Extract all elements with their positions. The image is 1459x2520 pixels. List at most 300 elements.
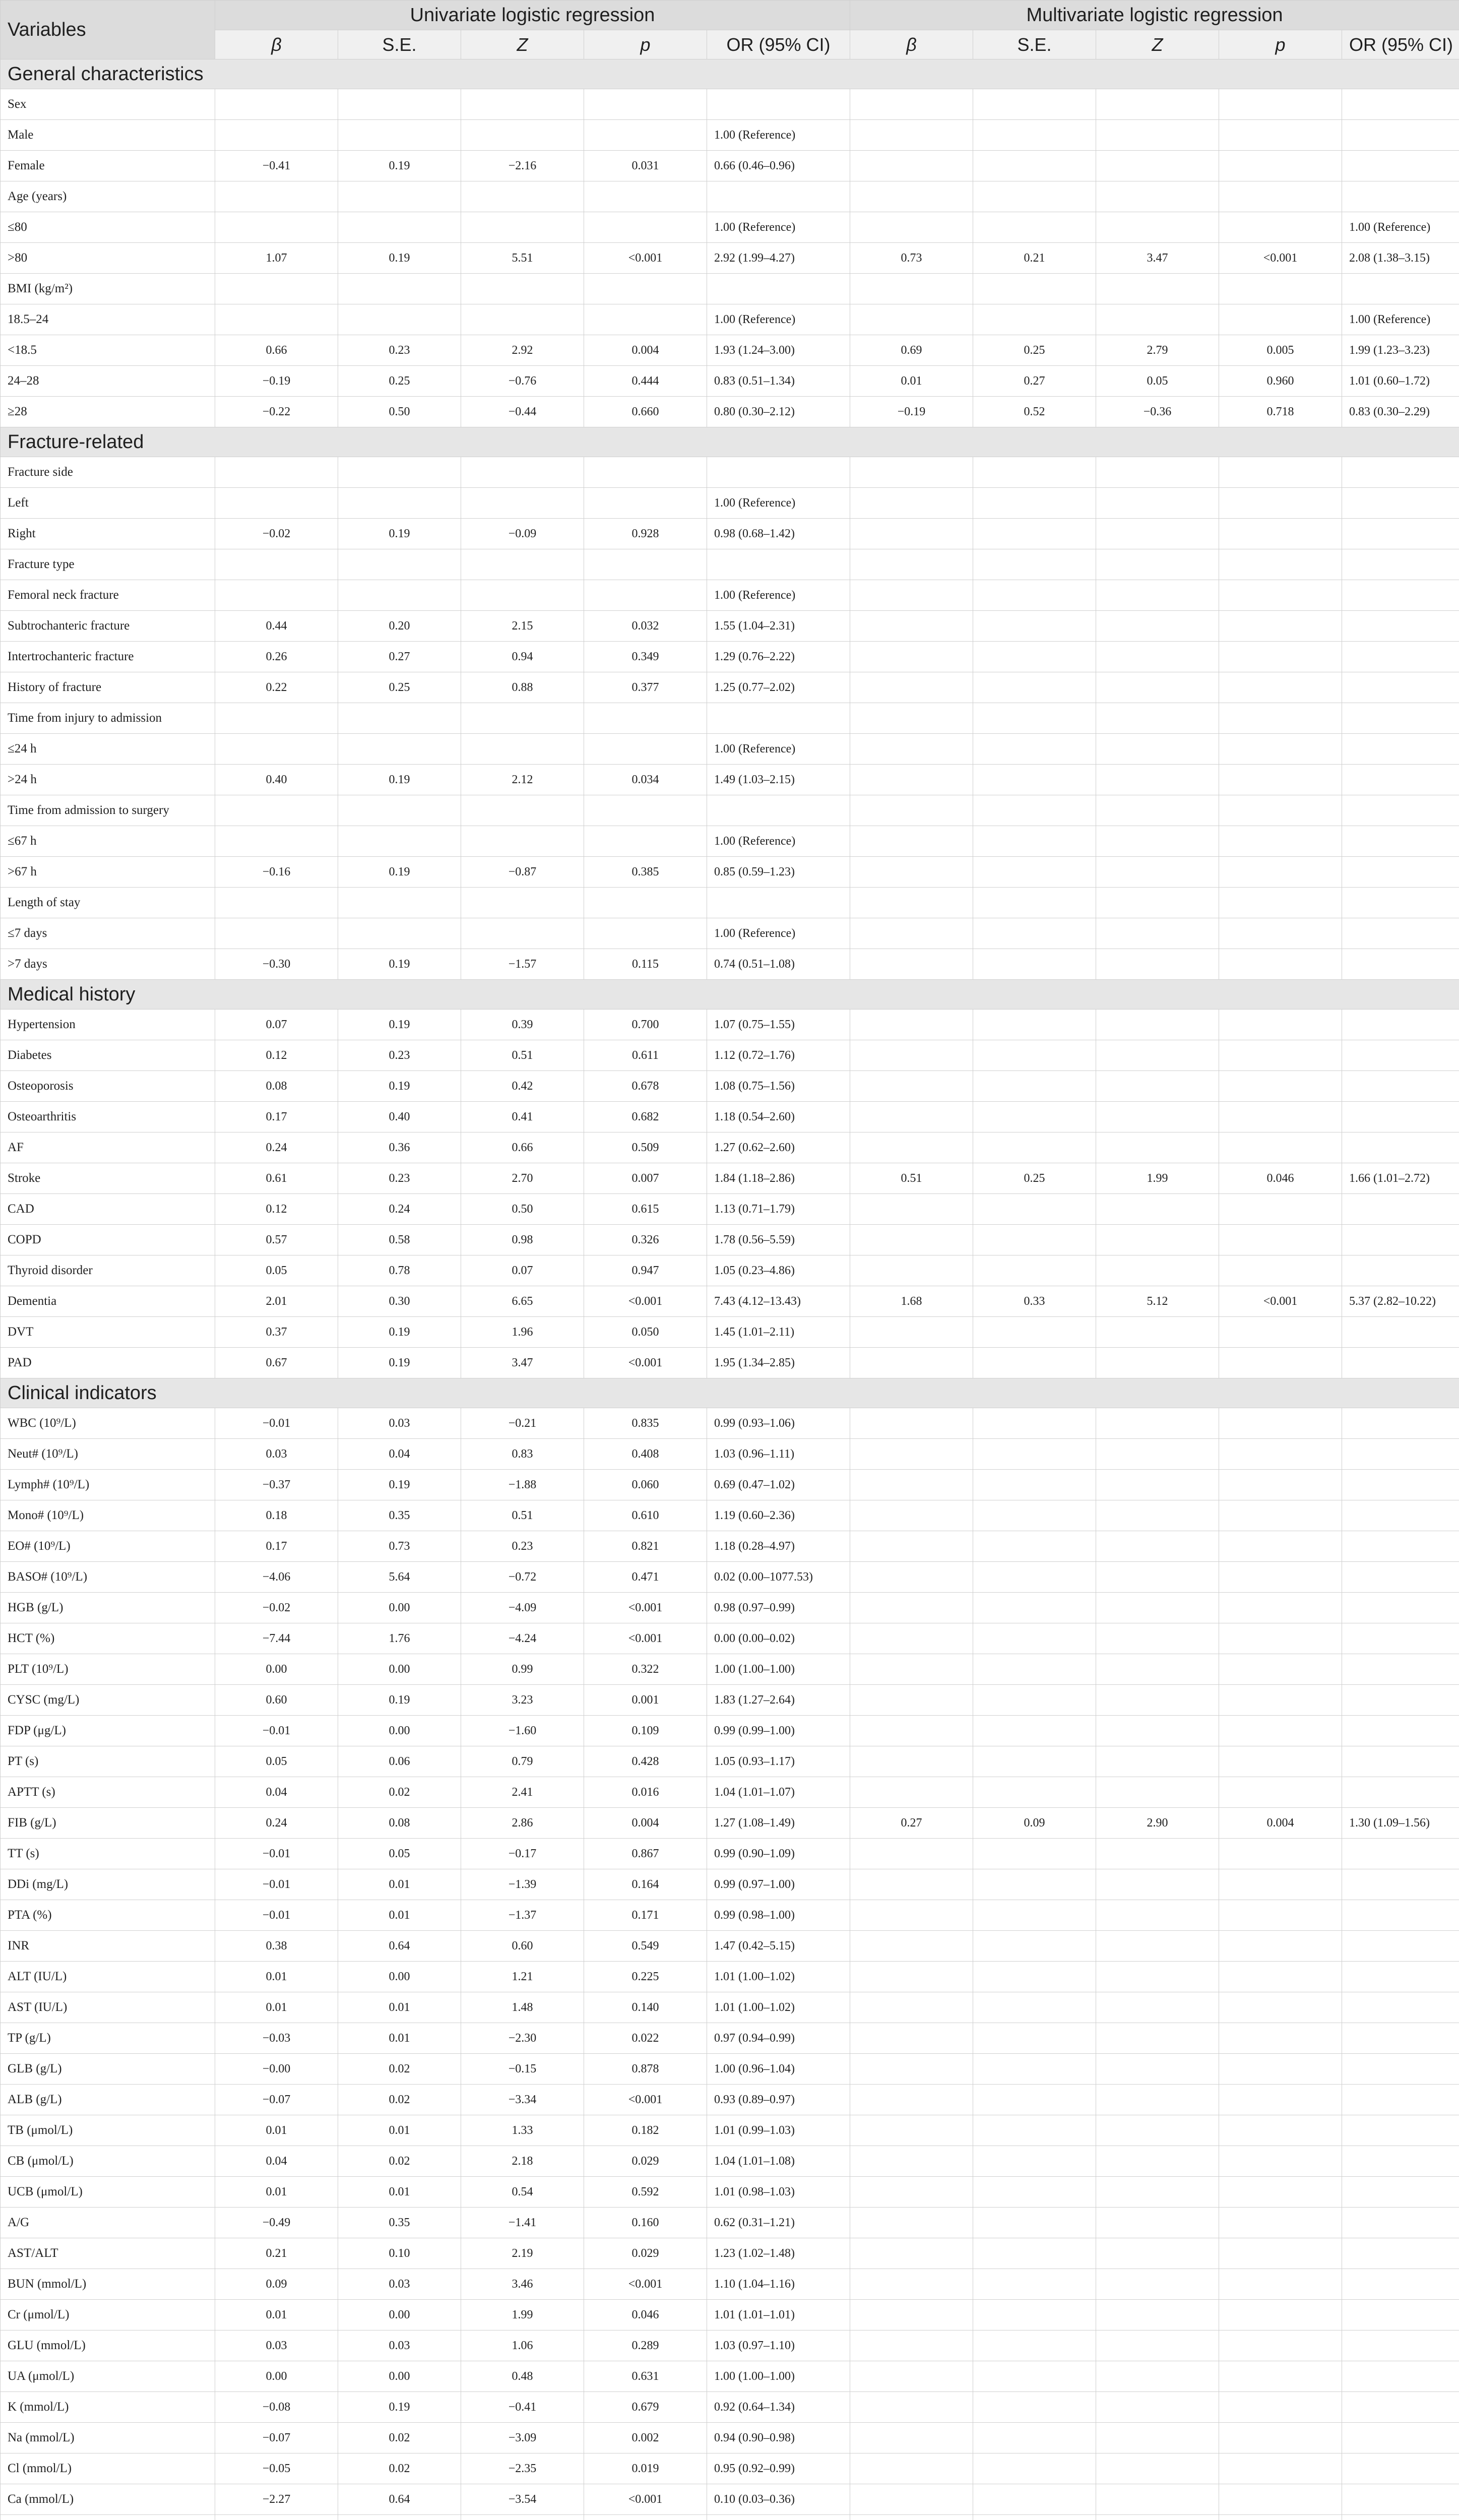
multivariate-or-cell <box>1342 2484 1459 2515</box>
univariate-p-cell: 0.700 <box>584 1010 707 1040</box>
multivariate-p-cell: 0.005 <box>1219 335 1342 366</box>
univariate-se-cell: 0.19 <box>338 1071 461 1102</box>
multivariate-p-cell <box>1219 120 1342 151</box>
multivariate-se-cell <box>973 181 1096 212</box>
univariate-p-cell: 0.182 <box>584 2115 707 2146</box>
multivariate-se-cell <box>973 1992 1096 2023</box>
univariate-beta-cell: 0.07 <box>215 1010 338 1040</box>
univariate-beta-cell: 0.60 <box>215 1685 338 1716</box>
multivariate-beta-cell <box>850 2453 973 2484</box>
univariate-p-cell: 0.660 <box>584 397 707 427</box>
univariate-beta-cell: 0.17 <box>215 1531 338 1562</box>
univariate-beta-cell <box>215 488 338 519</box>
univariate-beta-cell <box>215 826 338 857</box>
multivariate-or-cell <box>1342 120 1459 151</box>
multivariate-or-cell <box>1342 488 1459 519</box>
multivariate-p-cell <box>1219 1102 1342 1132</box>
multivariate-p-cell <box>1219 1839 1342 1869</box>
multivariate-beta-cell: 1.68 <box>850 1286 973 1317</box>
multivariate-or-cell: 1.01 (0.60–1.72) <box>1342 366 1459 397</box>
multivariate-beta-cell <box>850 1102 973 1132</box>
univariate-or-cell: 1.23 (1.02–1.48) <box>707 2238 850 2269</box>
table-row <box>1 243 1459 274</box>
multivariate-z-cell <box>1096 1839 1219 1869</box>
table-row <box>1 2208 1459 2238</box>
univariate-p-cell: 0.050 <box>584 1317 707 1348</box>
multivariate-se-cell: 0.25 <box>973 335 1096 366</box>
section-label: Medical history <box>1 980 1459 1010</box>
multivariate-beta-cell <box>850 1255 973 1286</box>
multivariate-z-cell <box>1096 795 1219 826</box>
multivariate-z-cell <box>1096 151 1219 181</box>
multivariate-or-cell <box>1342 1010 1459 1040</box>
univariate-z-cell: 6.65 <box>461 1286 584 1317</box>
univariate-se-cell <box>338 304 461 335</box>
univariate-or-cell <box>707 181 850 212</box>
multivariate-or-cell <box>1342 1225 1459 1255</box>
table-row <box>1 397 1459 427</box>
univariate-p-cell: 0.029 <box>584 2238 707 2269</box>
table-row <box>1 1317 1459 1348</box>
univariate-beta-cell: −0.41 <box>215 151 338 181</box>
univariate-p-cell <box>584 703 707 734</box>
multivariate-z-cell <box>1096 1132 1219 1163</box>
multivariate-se-cell: 0.27 <box>973 366 1096 397</box>
table-row <box>1 1623 1459 1654</box>
multivariate-p-cell <box>1219 2392 1342 2423</box>
univariate-z-cell: 0.39 <box>461 1010 584 1040</box>
multivariate-or-cell <box>1342 1500 1459 1531</box>
univariate-se-cell <box>338 734 461 765</box>
univariate-beta-cell: 0.04 <box>215 1777 338 1808</box>
table-row <box>1 672 1459 703</box>
multivariate-or-cell: 2.08 (1.38–3.15) <box>1342 243 1459 274</box>
multivariate-beta-cell <box>850 1071 973 1102</box>
variable-label: Neut# (10⁹/L) <box>1 1439 215 1470</box>
variables-header: Variables <box>1 1 215 59</box>
variable-label: 18.5–24 <box>1 304 215 335</box>
univariate-z-cell: 3.23 <box>461 1685 584 1716</box>
univariate-se-cell: 0.00 <box>338 1716 461 1746</box>
univariate-se-cell: 0.01 <box>338 1900 461 1931</box>
univariate-or-cell: 0.98 (0.97–0.99) <box>707 1593 850 1623</box>
univariate-p-cell <box>584 89 707 120</box>
univariate-z-cell <box>461 120 584 151</box>
univariate-z-cell <box>461 826 584 857</box>
univariate-z-cell: 1.06 <box>461 2330 584 2361</box>
multivariate-or-cell <box>1342 1317 1459 1348</box>
multivariate-or-cell: 1.99 (1.23–3.23) <box>1342 335 1459 366</box>
univariate-or-cell: 1.01 (0.98–1.03) <box>707 2177 850 2208</box>
table-row <box>1 1500 1459 1531</box>
univariate-or-cell <box>707 2515 850 2520</box>
multivariate-or-cell <box>1342 1102 1459 1132</box>
univariate-or-cell: 1.18 (0.28–4.97) <box>707 1531 850 1562</box>
univariate-beta-cell: 0.38 <box>215 1931 338 1962</box>
multivariate-p-cell <box>1219 1593 1342 1623</box>
univariate-z-cell: −0.76 <box>461 366 584 397</box>
multivariate-p-cell <box>1219 1470 1342 1500</box>
univariate-se-cell: 0.02 <box>338 2146 461 2177</box>
variable-label: ALB (g/L) <box>1 2085 215 2115</box>
univariate-p-cell <box>584 549 707 580</box>
univariate-z-cell: −2.35 <box>461 2453 584 2484</box>
multivariate-se-cell <box>973 1194 1096 1225</box>
variable-label: Thyroid disorder <box>1 1255 215 1286</box>
univariate-se-cell: 0.04 <box>338 1439 461 1470</box>
univariate-z-cell <box>461 549 584 580</box>
multivariate-beta-cell <box>850 1132 973 1163</box>
variable-label: Time from admission to surgery <box>1 795 215 826</box>
col-header-z: Z <box>1096 30 1219 59</box>
multivariate-or-cell <box>1342 549 1459 580</box>
variable-label: APTT (s) <box>1 1777 215 1808</box>
multivariate-se-cell <box>973 888 1096 918</box>
multivariate-p-cell <box>1219 2054 1342 2085</box>
multivariate-z-cell <box>1096 1040 1219 1071</box>
table-row <box>1 1255 1459 1286</box>
univariate-beta-cell: 0.00 <box>215 2361 338 2392</box>
section-label: Clinical indicators <box>1 1378 1459 1408</box>
univariate-beta-cell: −0.01 <box>215 1716 338 1746</box>
multivariate-or-cell <box>1342 580 1459 611</box>
univariate-se-cell <box>338 457 461 488</box>
univariate-beta-cell <box>215 304 338 335</box>
multivariate-or-cell <box>1342 1470 1459 1500</box>
multivariate-or-cell <box>1342 642 1459 672</box>
univariate-se-cell: 0.25 <box>338 366 461 397</box>
table-row <box>1 519 1459 549</box>
multivariate-beta-cell <box>850 2423 973 2453</box>
multivariate-or-cell <box>1342 2330 1459 2361</box>
multivariate-p-cell <box>1219 1010 1342 1040</box>
multivariate-p-cell <box>1219 1992 1342 2023</box>
variable-label: ≥28 <box>1 397 215 427</box>
variable-label: Time from injury to admission <box>1 703 215 734</box>
multivariate-beta-cell <box>850 1408 973 1439</box>
univariate-se-cell: 0.27 <box>338 642 461 672</box>
univariate-beta-cell <box>215 580 338 611</box>
variable-label: K (mmol/L) <box>1 2392 215 2423</box>
univariate-p-cell: 0.592 <box>584 2177 707 2208</box>
univariate-p-cell: 0.322 <box>584 1654 707 1685</box>
variable-label: CYSC (mg/L) <box>1 1685 215 1716</box>
col-header-beta: β <box>215 30 338 59</box>
univariate-or-cell: 0.10 (0.03–0.36) <box>707 2484 850 2515</box>
variable-label: Length of stay <box>1 888 215 918</box>
univariate-se-cell <box>338 120 461 151</box>
multivariate-or-cell <box>1342 2177 1459 2208</box>
univariate-z-cell: 0.41 <box>461 1102 584 1132</box>
univariate-beta-cell: 0.57 <box>215 1225 338 1255</box>
univariate-p-cell: 0.171 <box>584 1900 707 1931</box>
multivariate-beta-cell <box>850 1839 973 1869</box>
multivariate-p-cell <box>1219 2453 1342 2484</box>
multivariate-se-cell <box>973 734 1096 765</box>
multivariate-p-cell <box>1219 2484 1342 2515</box>
multivariate-beta-cell <box>850 1010 973 1040</box>
multivariate-se-cell <box>973 1869 1096 1900</box>
variable-label: HGB (g/L) <box>1 1593 215 1623</box>
univariate-z-cell: −0.87 <box>461 857 584 888</box>
univariate-or-cell: 1.00 (0.96–1.04) <box>707 2054 850 2085</box>
multivariate-or-cell <box>1342 1439 1459 1470</box>
multivariate-se-cell <box>973 795 1096 826</box>
multivariate-or-cell <box>1342 1839 1459 1869</box>
multivariate-beta-cell <box>850 2177 973 2208</box>
variable-label: Left <box>1 488 215 519</box>
table-row <box>1 2023 1459 2054</box>
multivariate-z-cell <box>1096 888 1219 918</box>
multivariate-p-cell <box>1219 1132 1342 1163</box>
multivariate-z-cell <box>1096 1593 1219 1623</box>
multivariate-p-cell: <0.001 <box>1219 243 1342 274</box>
univariate-z-cell <box>461 304 584 335</box>
multivariate-z-cell <box>1096 2023 1219 2054</box>
univariate-p-cell: 0.034 <box>584 765 707 795</box>
table-row <box>1 1408 1459 1439</box>
multivariate-z-cell <box>1096 1255 1219 1286</box>
univariate-or-cell: 1.01 (1.01–1.01) <box>707 2300 850 2330</box>
multivariate-se-cell <box>973 765 1096 795</box>
univariate-beta-cell <box>215 734 338 765</box>
multivariate-or-cell <box>1342 918 1459 949</box>
category-row <box>1 89 1459 120</box>
multivariate-p-cell <box>1219 765 1342 795</box>
variable-label: ALT (IU/L) <box>1 1962 215 1992</box>
multivariate-or-cell <box>1342 2115 1459 2146</box>
variable-label: Sex <box>1 89 215 120</box>
multivariate-p-cell <box>1219 1962 1342 1992</box>
multivariate-z-cell <box>1096 918 1219 949</box>
univariate-beta-cell: −7.44 <box>215 1623 338 1654</box>
univariate-p-cell: 0.679 <box>584 2392 707 2423</box>
multivariate-beta-cell <box>850 2361 973 2392</box>
univariate-or-cell: 7.43 (4.12–13.43) <box>707 1286 850 1317</box>
multivariate-beta-cell <box>850 734 973 765</box>
multivariate-or-cell: 1.66 (1.01–2.72) <box>1342 1163 1459 1194</box>
univariate-p-cell: <0.001 <box>584 2085 707 2115</box>
multivariate-beta-cell <box>850 2085 973 2115</box>
univariate-z-cell: −0.41 <box>461 2392 584 2423</box>
multivariate-z-cell <box>1096 672 1219 703</box>
variable-label: Diabetes <box>1 1040 215 1071</box>
section-label: General characteristics <box>1 59 1459 89</box>
univariate-se-cell: 0.01 <box>338 2177 461 2208</box>
multivariate-beta-cell <box>850 120 973 151</box>
table-row <box>1 2330 1459 2361</box>
variable-label: PLT (10⁹/L) <box>1 1654 215 1685</box>
univariate-beta-cell: −0.19 <box>215 366 338 397</box>
table-row <box>1 1869 1459 1900</box>
univariate-z-cell: 1.96 <box>461 1317 584 1348</box>
univariate-or-cell: 0.74 (0.51–1.08) <box>707 949 850 980</box>
multivariate-z-cell <box>1096 1194 1219 1225</box>
multivariate-or-cell <box>1342 2361 1459 2392</box>
univariate-beta-cell <box>215 2515 338 2520</box>
multivariate-beta-cell <box>850 2515 973 2520</box>
multivariate-p-cell <box>1219 795 1342 826</box>
univariate-or-cell: 0.93 (0.89–0.97) <box>707 2085 850 2115</box>
multivariate-se-cell <box>973 1102 1096 1132</box>
univariate-or-cell: 0.80 (0.30–2.12) <box>707 397 850 427</box>
univariate-p-cell <box>584 2515 707 2520</box>
univariate-or-cell: 1.01 (1.00–1.02) <box>707 1992 850 2023</box>
multivariate-p-cell <box>1219 2177 1342 2208</box>
multivariate-or-cell <box>1342 1531 1459 1562</box>
table-row <box>1 2484 1459 2515</box>
univariate-z-cell <box>461 89 584 120</box>
multivariate-beta-cell <box>850 1225 973 1255</box>
multivariate-beta-cell <box>850 1654 973 1685</box>
univariate-or-cell: 1.19 (0.60–2.36) <box>707 1500 850 1531</box>
variable-label: Intertrochanteric fracture <box>1 642 215 672</box>
univariate-or-cell: 0.02 (0.00–1077.53) <box>707 1562 850 1593</box>
multivariate-p-cell <box>1219 89 1342 120</box>
multivariate-p-cell <box>1219 2146 1342 2177</box>
multivariate-beta-cell <box>850 1746 973 1777</box>
multivariate-or-cell <box>1342 795 1459 826</box>
multivariate-or-cell: 5.37 (2.82–10.22) <box>1342 1286 1459 1317</box>
univariate-se-cell: 0.06 <box>338 1746 461 1777</box>
multivariate-beta-cell <box>850 1962 973 1992</box>
variable-label: >67 h <box>1 857 215 888</box>
univariate-z-cell: 2.12 <box>461 765 584 795</box>
univariate-p-cell: 0.928 <box>584 519 707 549</box>
univariate-p-cell: 0.160 <box>584 2208 707 2238</box>
univariate-beta-cell: 0.44 <box>215 611 338 642</box>
multivariate-se-cell <box>973 2269 1096 2300</box>
univariate-se-cell: 0.19 <box>338 857 461 888</box>
table-row <box>1 1931 1459 1962</box>
multivariate-beta-cell <box>850 1040 973 1071</box>
variable-label: BUN (mmol/L) <box>1 2269 215 2300</box>
multivariate-z-cell <box>1096 1439 1219 1470</box>
multivariate-z-cell <box>1096 1992 1219 2023</box>
multivariate-se-cell <box>973 672 1096 703</box>
univariate-se-cell: 0.23 <box>338 1040 461 1071</box>
univariate-beta-cell <box>215 274 338 304</box>
univariate-p-cell: 0.947 <box>584 1255 707 1286</box>
variable-label: ≤7 days <box>1 918 215 949</box>
multivariate-z-cell <box>1096 1685 1219 1716</box>
univariate-se-cell: 0.36 <box>338 1132 461 1163</box>
multivariate-or-cell <box>1342 949 1459 980</box>
univariate-p-cell: 0.408 <box>584 1439 707 1470</box>
multivariate-se-cell <box>973 1255 1096 1286</box>
multivariate-p-cell <box>1219 2115 1342 2146</box>
table-row <box>1 212 1459 243</box>
univariate-se-cell: 0.35 <box>338 1500 461 1531</box>
univariate-se-cell: 0.30 <box>338 1286 461 1317</box>
multivariate-se-cell <box>973 1470 1096 1500</box>
multivariate-z-cell <box>1096 120 1219 151</box>
univariate-z-cell: 5.51 <box>461 243 584 274</box>
univariate-z-cell: 0.51 <box>461 1040 584 1071</box>
univariate-se-cell: 0.19 <box>338 949 461 980</box>
multivariate-se-cell <box>973 857 1096 888</box>
univariate-z-cell: −3.54 <box>461 2484 584 2515</box>
univariate-or-cell: 1.10 (1.04–1.16) <box>707 2269 850 2300</box>
multivariate-se-cell <box>973 1931 1096 1962</box>
multivariate-beta-cell <box>850 2054 973 2085</box>
variable-label: EO# (10⁹/L) <box>1 1531 215 1562</box>
variable-label: 24–28 <box>1 366 215 397</box>
multivariate-beta-cell <box>850 642 973 672</box>
multivariate-beta-cell <box>850 1900 973 1931</box>
univariate-p-cell: 0.385 <box>584 857 707 888</box>
multivariate-beta-cell <box>850 703 973 734</box>
univariate-z-cell <box>461 181 584 212</box>
table-row <box>1 2085 1459 2115</box>
univariate-or-cell: 1.18 (0.54–2.60) <box>707 1102 850 1132</box>
multivariate-or-cell <box>1342 2054 1459 2085</box>
univariate-beta-cell: 0.05 <box>215 1746 338 1777</box>
multivariate-z-cell <box>1096 1931 1219 1962</box>
multivariate-or-cell <box>1342 2269 1459 2300</box>
multivariate-z-cell <box>1096 1010 1219 1040</box>
multivariate-z-cell: 1.99 <box>1096 1163 1219 1194</box>
univariate-or-cell: 1.01 (0.99–1.03) <box>707 2115 850 2146</box>
multivariate-se-cell <box>973 2146 1096 2177</box>
univariate-se-cell: 0.05 <box>338 1839 461 1869</box>
univariate-or-cell: 1.49 (1.03–2.15) <box>707 765 850 795</box>
variable-label: Osteoporosis <box>1 1071 215 1102</box>
multivariate-se-cell <box>973 1593 1096 1623</box>
univariate-se-cell: 0.03 <box>338 2269 461 2300</box>
univariate-p-cell: 0.031 <box>584 151 707 181</box>
univariate-or-cell: 1.00 (Reference) <box>707 212 850 243</box>
multivariate-p-cell <box>1219 304 1342 335</box>
univariate-or-cell: 0.95 (0.92–0.99) <box>707 2453 850 2484</box>
univariate-se-cell <box>338 826 461 857</box>
multivariate-beta-cell <box>850 611 973 642</box>
multivariate-or-cell <box>1342 1408 1459 1439</box>
table-row <box>1 2238 1459 2269</box>
multivariate-p-cell <box>1219 1623 1342 1654</box>
multivariate-z-cell: 0.05 <box>1096 366 1219 397</box>
univariate-se-cell <box>338 181 461 212</box>
multivariate-p-cell <box>1219 1255 1342 1286</box>
univariate-p-cell: 0.032 <box>584 611 707 642</box>
variable-label: ≤80 <box>1 212 215 243</box>
variable-label: BMI (kg/m²) <box>1 274 215 304</box>
univariate-se-cell: 5.64 <box>338 1562 461 1593</box>
variable-label: PT (s) <box>1 1746 215 1777</box>
variable-label: GLB (g/L) <box>1 2054 215 2085</box>
univariate-beta-cell: 0.17 <box>215 1102 338 1132</box>
univariate-p-cell: 0.349 <box>584 642 707 672</box>
univariate-p-cell: <0.001 <box>584 1593 707 1623</box>
multivariate-se-cell <box>973 1439 1096 1470</box>
univariate-or-cell: 1.47 (0.42–5.15) <box>707 1931 850 1962</box>
variable-label: WBC (10⁹/L) <box>1 1408 215 1439</box>
multivariate-se-cell <box>973 642 1096 672</box>
multivariate-or-cell <box>1342 888 1459 918</box>
multivariate-beta-cell <box>850 672 973 703</box>
univariate-or-cell: 0.97 (0.94–0.99) <box>707 2023 850 2054</box>
univariate-z-cell: −2.30 <box>461 2023 584 2054</box>
multivariate-p-cell <box>1219 1071 1342 1102</box>
univariate-p-cell: 0.835 <box>584 1408 707 1439</box>
univariate-z-cell: 0.51 <box>461 1500 584 1531</box>
univariate-z-cell: −1.57 <box>461 949 584 980</box>
univariate-p-cell <box>584 212 707 243</box>
univariate-se-cell: 0.58 <box>338 1225 461 1255</box>
multivariate-z-cell <box>1096 1962 1219 1992</box>
multivariate-or-cell <box>1342 151 1459 181</box>
multivariate-se-cell: 0.33 <box>973 1286 1096 1317</box>
